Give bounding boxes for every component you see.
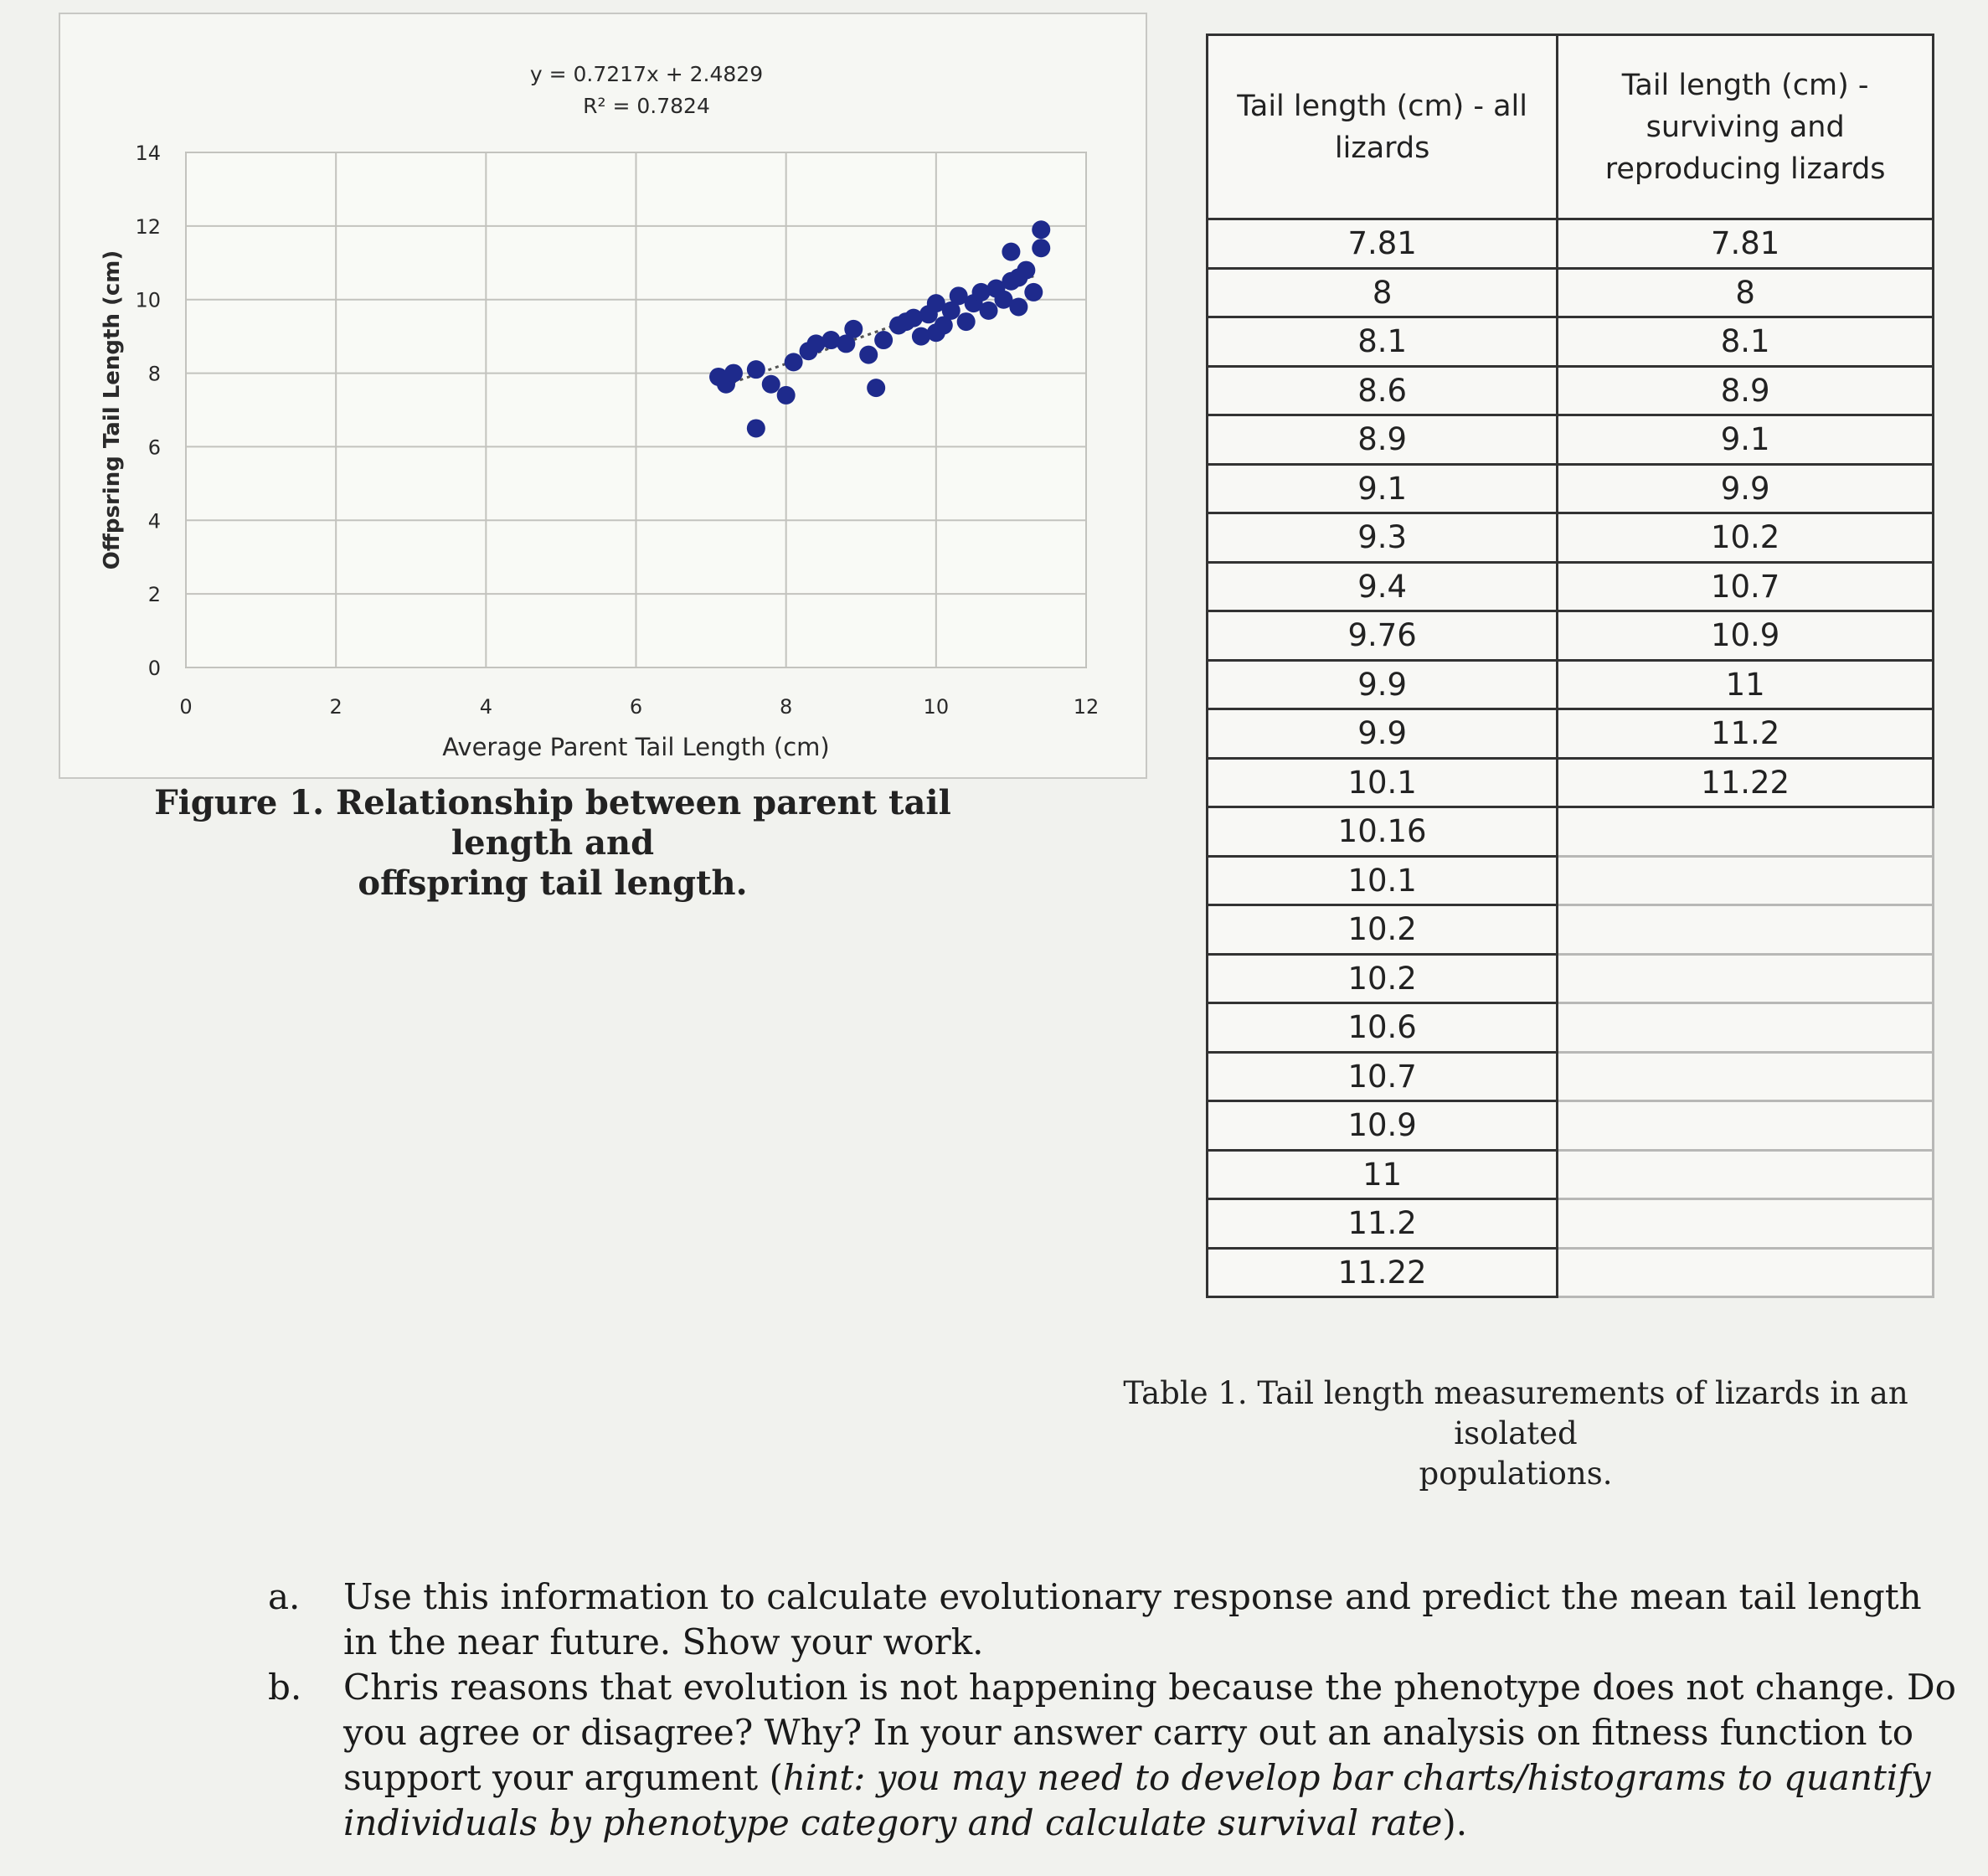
table-row bbox=[1208, 905, 1934, 955]
figure-caption-line2: offspring tail length. bbox=[358, 863, 748, 903]
data-point bbox=[747, 419, 765, 437]
figure-chart-frame bbox=[59, 13, 1147, 779]
question-a-text: Use this information to calculate evolutionary response and predict the mean tail length in the near future. Show your work. bbox=[343, 1576, 1922, 1662]
table-row bbox=[1208, 415, 1934, 465]
y-axis-label: Offpsring Tail Length (cm) bbox=[100, 250, 125, 570]
y-tick-label: 2 bbox=[147, 583, 161, 607]
cell-all-lizards: 8.6 bbox=[1208, 366, 1558, 415]
y-tick-label: 12 bbox=[135, 214, 161, 239]
cell-all-lizards: 9.4 bbox=[1208, 562, 1558, 611]
y-tick-label: 14 bbox=[135, 142, 161, 165]
data-point bbox=[1002, 243, 1020, 261]
cell-surviving-lizards bbox=[1558, 1101, 1934, 1151]
cell-all-lizards: 10.2 bbox=[1208, 905, 1558, 955]
cell-all-lizards: 9.76 bbox=[1208, 611, 1558, 661]
data-point bbox=[1009, 298, 1027, 317]
cell-surviving-lizards bbox=[1558, 1150, 1934, 1199]
y-tick-label: 0 bbox=[147, 657, 161, 680]
table-row bbox=[1208, 807, 1934, 857]
cell-all-lizards: 9.9 bbox=[1208, 660, 1558, 709]
cell-surviving-lizards: 9.1 bbox=[1558, 415, 1934, 465]
trendline-r-squared: R² = 0.7824 bbox=[583, 94, 710, 118]
table-header-row bbox=[1208, 35, 1934, 219]
question-a-letter: a. bbox=[268, 1576, 301, 1617]
table-row bbox=[1208, 954, 1934, 1003]
cell-surviving-lizards: 7.81 bbox=[1558, 219, 1934, 269]
data-point bbox=[747, 360, 765, 379]
cell-surviving-lizards: 8.1 bbox=[1558, 317, 1934, 367]
table-row bbox=[1208, 268, 1934, 317]
cell-surviving-lizards bbox=[1558, 905, 1934, 955]
data-point bbox=[874, 331, 893, 349]
table-row bbox=[1208, 1248, 1934, 1297]
cell-all-lizards: 9.3 bbox=[1208, 513, 1558, 563]
question-a bbox=[268, 1574, 1960, 1665]
table-caption-line1: Table 1. Tail length measurements of lizards in an isolated bbox=[1123, 1375, 1908, 1451]
cell-all-lizards: 11.2 bbox=[1208, 1199, 1558, 1249]
cell-surviving-lizards bbox=[1558, 954, 1934, 1003]
figure-caption bbox=[134, 783, 971, 904]
data-point bbox=[980, 302, 998, 320]
table-row bbox=[1208, 758, 1934, 807]
y-tick-label: 8 bbox=[147, 362, 161, 386]
question-b bbox=[268, 1665, 1960, 1846]
cell-all-lizards: 7.81 bbox=[1208, 219, 1558, 269]
cell-surviving-lizards: 10.7 bbox=[1558, 562, 1934, 611]
cell-all-lizards: 9.9 bbox=[1208, 709, 1558, 759]
cell-all-lizards: 8.9 bbox=[1208, 415, 1558, 465]
cell-all-lizards: 10.1 bbox=[1208, 758, 1558, 807]
table-row bbox=[1208, 660, 1934, 709]
data-point bbox=[724, 364, 743, 383]
table-caption-line2: populations. bbox=[1419, 1456, 1613, 1492]
data-point bbox=[762, 375, 780, 394]
cell-all-lizards: 10.7 bbox=[1208, 1052, 1558, 1101]
data-point bbox=[1032, 220, 1050, 239]
x-axis-label: Average Parent Tail Length (cm) bbox=[442, 733, 830, 761]
cell-all-lizards: 8.1 bbox=[1208, 317, 1558, 367]
cell-surviving-lizards bbox=[1558, 1003, 1934, 1053]
col-header-surviving-lizards: Tail length (cm) - surviving and reproducing lizards bbox=[1558, 35, 1934, 219]
y-tick-label: 10 bbox=[135, 288, 161, 312]
table-row bbox=[1208, 513, 1934, 563]
cell-surviving-lizards bbox=[1558, 1199, 1934, 1249]
data-point bbox=[1032, 239, 1050, 257]
x-tick-label: 2 bbox=[329, 695, 342, 719]
question-list bbox=[268, 1574, 1960, 1846]
table-caption bbox=[1072, 1374, 1960, 1494]
table-row bbox=[1208, 856, 1934, 905]
table-row bbox=[1208, 1101, 1934, 1151]
cell-surviving-lizards: 11.22 bbox=[1558, 758, 1934, 807]
question-b-letter: b. bbox=[268, 1667, 302, 1708]
cell-all-lizards: 11 bbox=[1208, 1150, 1558, 1199]
data-point bbox=[844, 320, 863, 338]
x-tick-label: 4 bbox=[479, 695, 492, 719]
data-point bbox=[867, 379, 885, 397]
table-row bbox=[1208, 219, 1934, 269]
data-point bbox=[859, 346, 878, 364]
col-header-all-lizards: Tail length (cm) - all lizards bbox=[1208, 35, 1558, 219]
cell-all-lizards: 10.2 bbox=[1208, 954, 1558, 1003]
table-row bbox=[1208, 464, 1934, 513]
trendline-equation: y = 0.7217x + 2.4829 bbox=[529, 62, 764, 86]
x-tick-label: 6 bbox=[629, 695, 643, 719]
cell-all-lizards: 10.16 bbox=[1208, 807, 1558, 857]
table-row bbox=[1208, 366, 1934, 415]
cell-surviving-lizards: 8.9 bbox=[1558, 366, 1934, 415]
data-point bbox=[1009, 268, 1027, 286]
question-b-end: ). bbox=[1442, 1802, 1468, 1843]
data-point bbox=[957, 312, 976, 331]
scatter-chart bbox=[60, 14, 1146, 777]
x-tick-label: 10 bbox=[923, 695, 950, 719]
cell-all-lizards: 9.1 bbox=[1208, 464, 1558, 513]
cell-surviving-lizards bbox=[1558, 856, 1934, 905]
table-row bbox=[1208, 1150, 1934, 1199]
table-body bbox=[1208, 219, 1934, 1297]
table-row bbox=[1208, 611, 1934, 661]
cell-surviving-lizards bbox=[1558, 807, 1934, 857]
cell-surviving-lizards: 11 bbox=[1558, 660, 1934, 709]
x-tick-label: 12 bbox=[1073, 695, 1100, 719]
y-tick-label: 4 bbox=[147, 509, 161, 533]
table-row bbox=[1208, 709, 1934, 759]
cell-surviving-lizards bbox=[1558, 1248, 1934, 1297]
data-point bbox=[1024, 283, 1043, 302]
cell-all-lizards: 10.6 bbox=[1208, 1003, 1558, 1053]
cell-surviving-lizards bbox=[1558, 1052, 1934, 1101]
cell-all-lizards: 8 bbox=[1208, 268, 1558, 317]
cell-surviving-lizards: 10.2 bbox=[1558, 513, 1934, 563]
data-point bbox=[897, 312, 915, 331]
data-point bbox=[785, 353, 803, 371]
x-tick-label: 0 bbox=[179, 695, 193, 719]
cell-surviving-lizards: 9.9 bbox=[1558, 464, 1934, 513]
tail-length-table bbox=[1206, 34, 1934, 1298]
question-b-hint: hint: you may need to develop bar charts/histograms to quantify individuals by phenotype category and calculate survival rate bbox=[343, 1757, 1931, 1843]
data-point bbox=[777, 386, 796, 405]
cell-all-lizards: 10.1 bbox=[1208, 856, 1558, 905]
table-row bbox=[1208, 562, 1934, 611]
cell-all-lizards: 11.22 bbox=[1208, 1248, 1558, 1297]
x-tick-label: 8 bbox=[780, 695, 793, 719]
question-b-text: Chris reasons that evolution is not happening because the phenotype does not change. Do you agree or disagree? Why? In your answer carry out an analysis on fitness function to support your argument ( bbox=[343, 1667, 1956, 1798]
table-row bbox=[1208, 317, 1934, 367]
cell-surviving-lizards: 10.9 bbox=[1558, 611, 1934, 661]
cell-all-lizards: 10.9 bbox=[1208, 1101, 1558, 1151]
cell-surviving-lizards: 11.2 bbox=[1558, 709, 1934, 759]
table-row bbox=[1208, 1199, 1934, 1249]
y-tick-label: 6 bbox=[147, 436, 161, 460]
table-row bbox=[1208, 1052, 1934, 1101]
table-row bbox=[1208, 1003, 1934, 1053]
figure-caption-line1: Figure 1. Relationship between parent tail length and bbox=[154, 783, 951, 863]
cell-surviving-lizards: 8 bbox=[1558, 268, 1934, 317]
data-point bbox=[927, 323, 945, 342]
